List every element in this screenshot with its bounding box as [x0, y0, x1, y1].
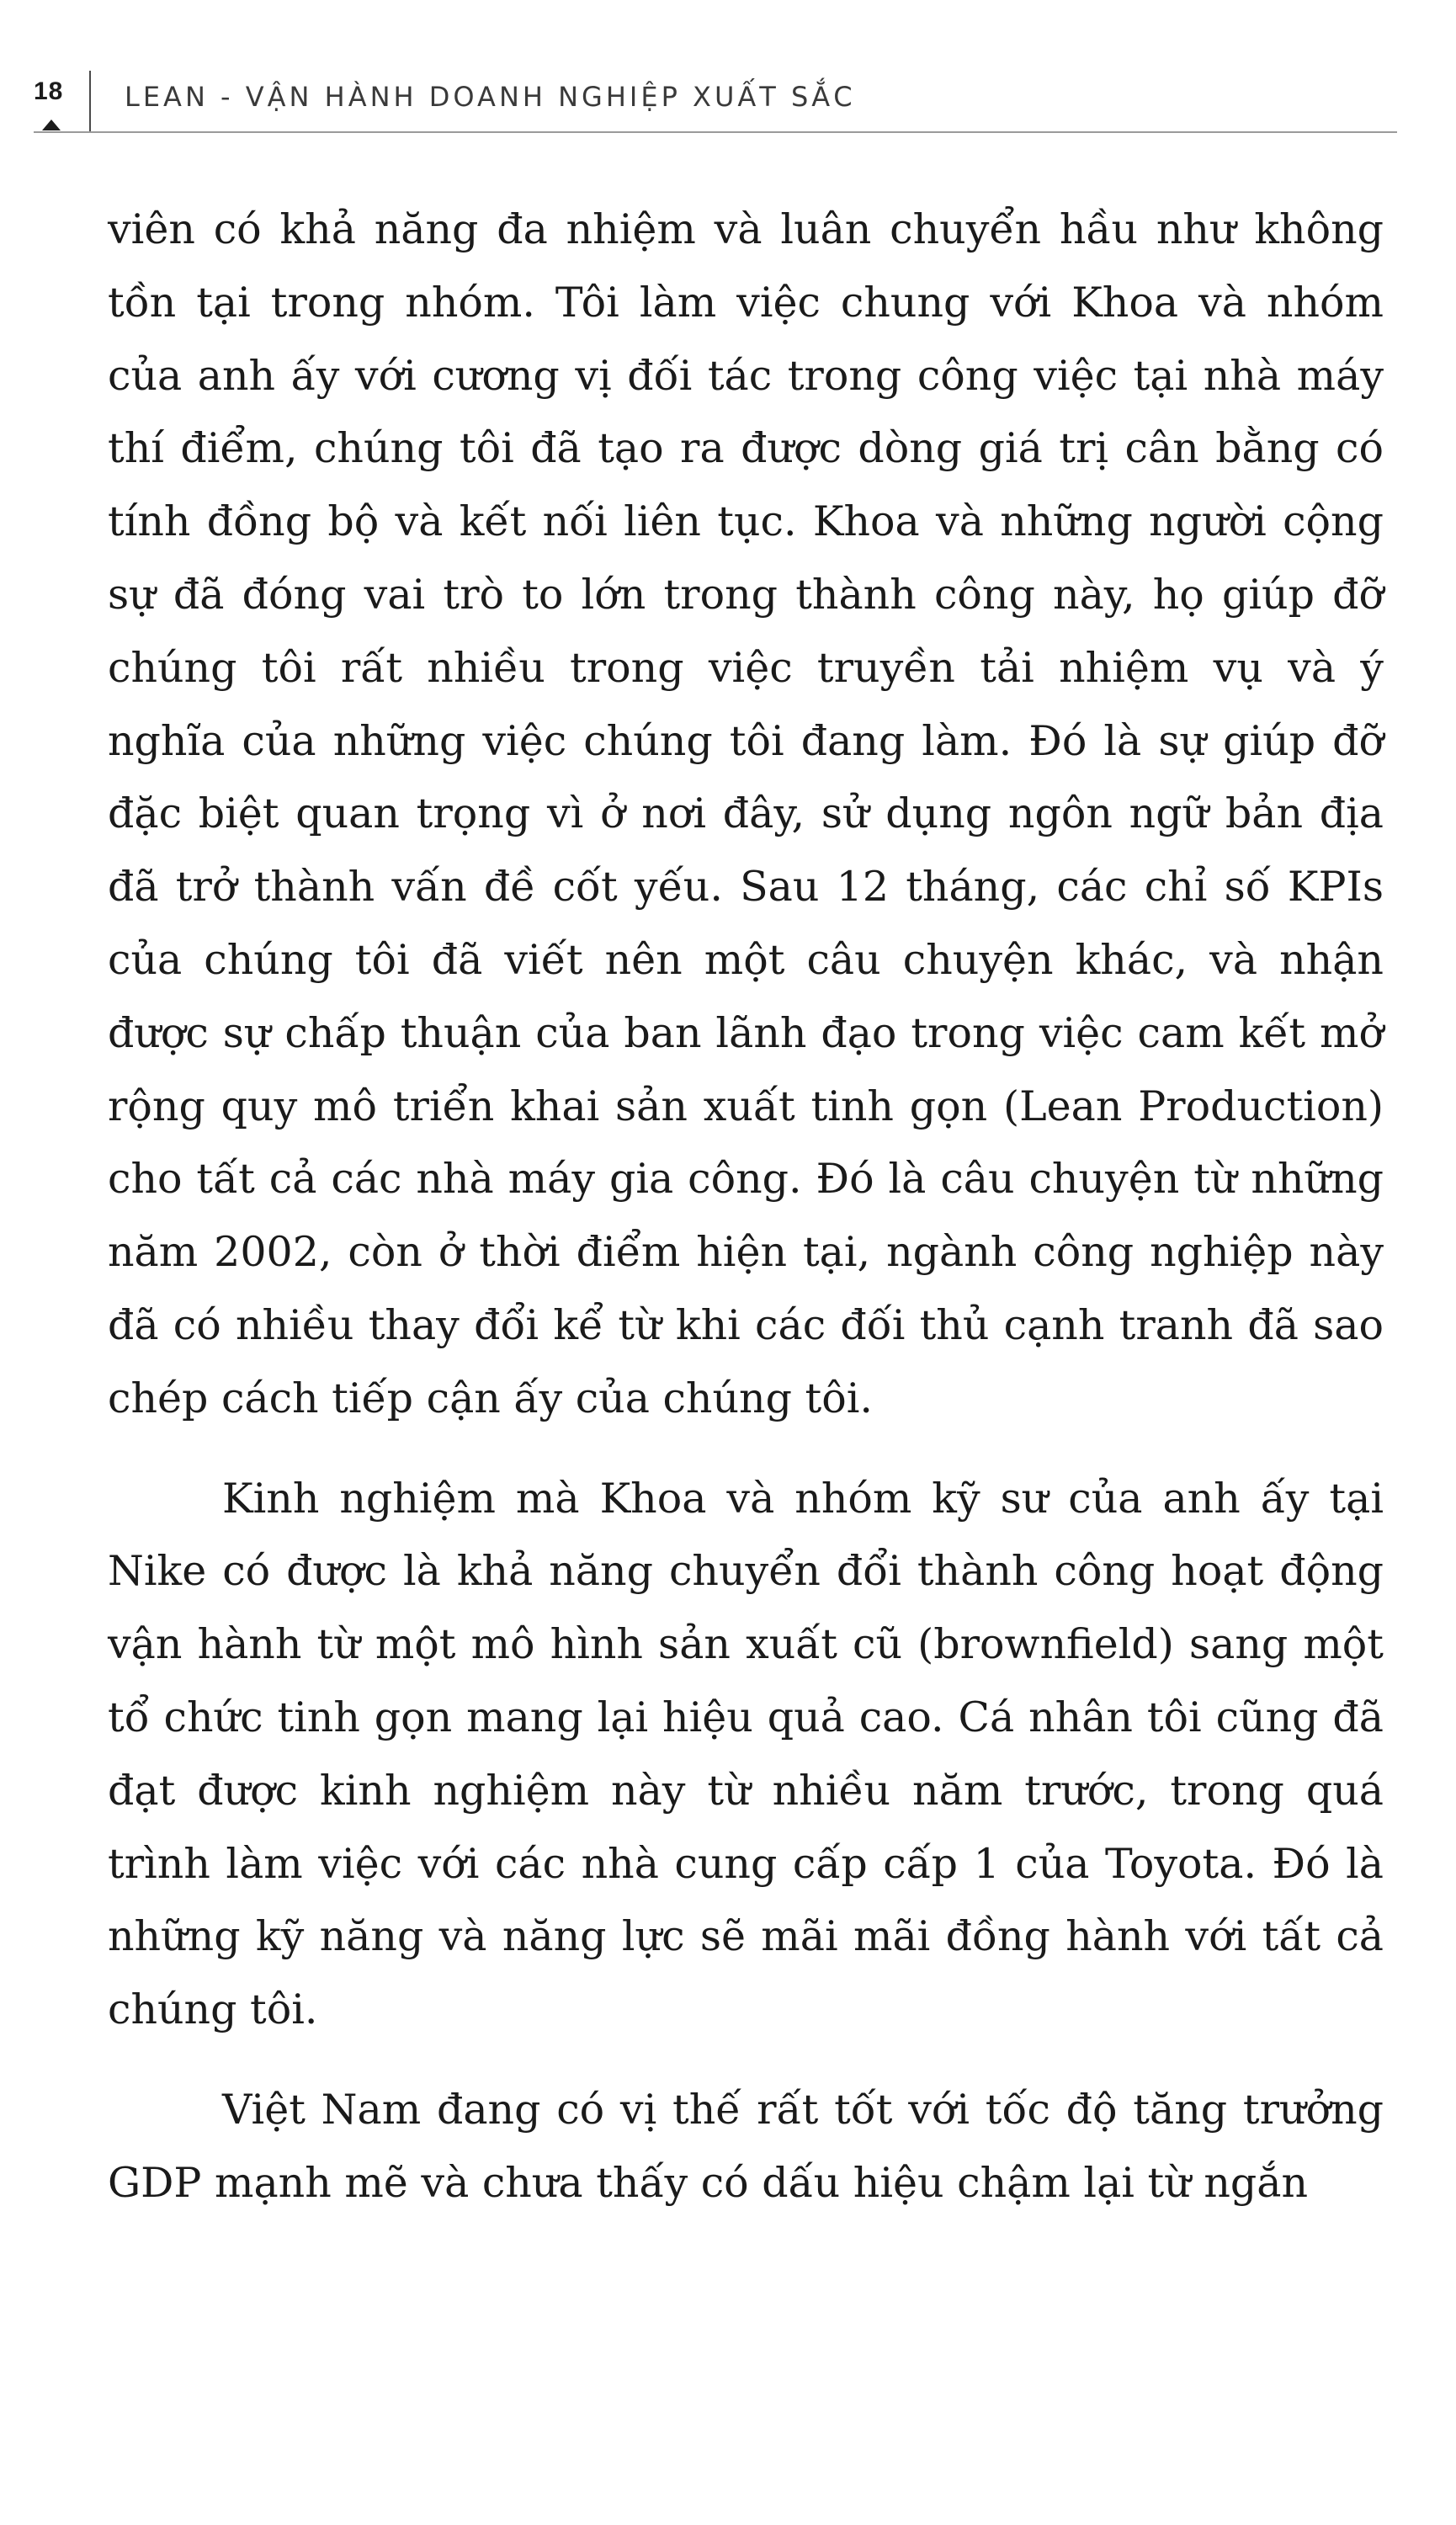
page-header: [34, 66, 1422, 133]
header-divider: [89, 71, 91, 133]
header-rule: [34, 131, 1397, 133]
running-title: LEAN - VẬN HÀNH DOANH NGHIỆP XUẤT SẮC: [125, 81, 856, 113]
paragraph-continued: viên có khả năng đa nhiệm và luân chuyển hầu như không tồn tại trong nhóm. Tôi làm việc chung với Khoa và nhóm của anh ấy với cương vị đối tác trong công việc tại nhà máy thí điểm, chúng tôi đã tạo ra được dòng giá trị cân bằng có tính đồng bộ và kết nối liên tục. Khoa và những người cộng sự đã đóng vai trò to lớn trong thành công này, họ giúp đỡ chúng tôi rất nhiều trong việc truyền tải nhiệm vụ và ý nghĩa của những việc chúng tôi đang làm. Đó là sự giúp đỡ đặc biệt quan trọng vì ở nơi đây, sử dụng ngôn ngữ bản địa đã trở thành vấn đề cốt yếu. Sau 12 tháng, các chỉ số KPIs của chúng tôi đã viết nên một câu chuyện khác, và nhận được sự chấp thuận của ban lãnh đạo trong việc cam kết mở rộng quy mô triển khai sản xuất tinh gọn (Lean Production) cho tất cả các nhà máy gia công. Đó là câu chuyện từ những năm 2002, còn ở thời điểm hiện tại, ngành công nghiệp này đã có nhiều thay đổi kể từ khi các đối thủ cạnh tranh đã sao chép cách tiếp cận ấy của chúng tôi.: [108, 205, 1384, 1422]
triangle-marker-icon: [42, 120, 61, 130]
body-text: [108, 194, 1384, 2220]
page-number: 18: [34, 77, 64, 105]
paragraph-vietnam-gdp: Việt Nam đang có vị thế rất tốt với tốc độ tăng trưởng GDP mạnh mẽ và chưa thấy có dấu hiệu chậm lại từ ngắn: [108, 2085, 1384, 2207]
paragraph-nike-experience: Kinh nghiệm mà Khoa và nhóm kỹ sư của anh ấy tại Nike có được là khả năng chuyển đổi thành công hoạt động vận hành từ một mô hình sản xuất cũ (brownfield) sang một tổ chức tinh gọn mang lại hiệu quả cao. Cá nhân tôi cũng đã đạt được kinh nghiệm này từ nhiều năm trước, trong quá trình làm việc với các nhà cung cấp cấp 1 của Toyota. Đó là những kỹ năng và năng lực sẽ mãi mãi đồng hành với tất cả chúng tôi.: [108, 1474, 1384, 2034]
